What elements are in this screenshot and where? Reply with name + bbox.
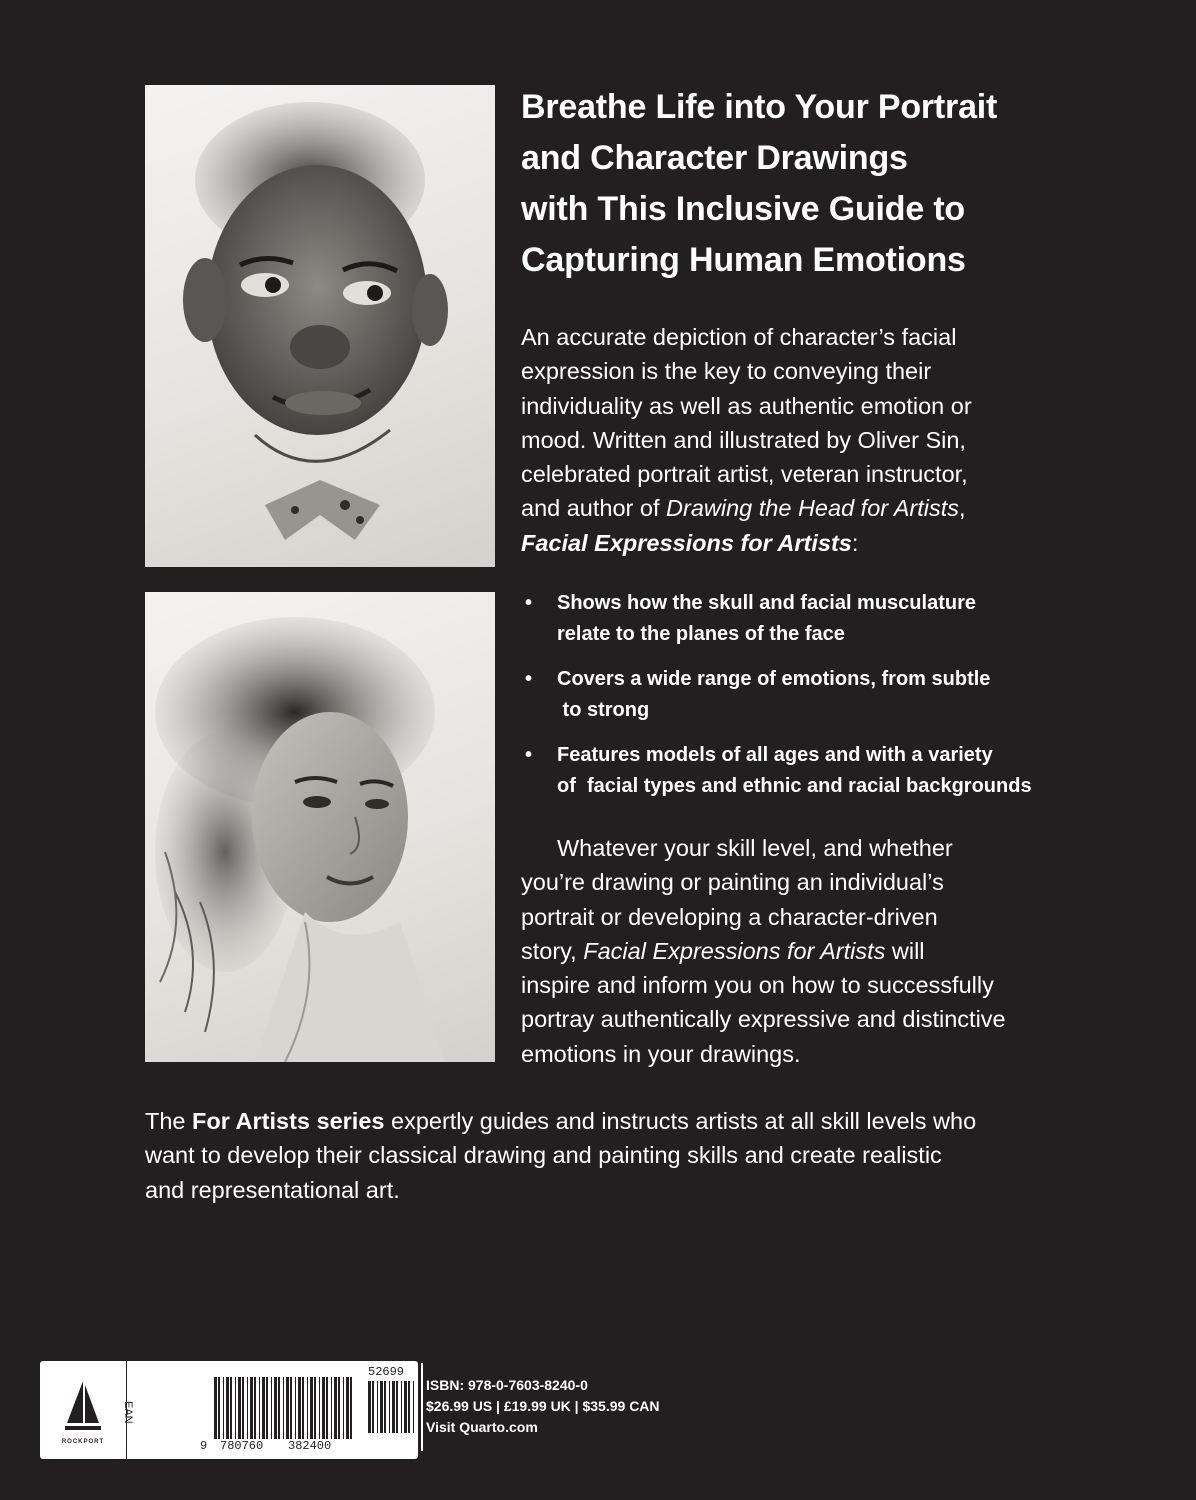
barcode-digits-right: 382400 — [288, 1439, 332, 1453]
barcode-bar — [389, 1381, 390, 1433]
website: Visit Quarto.com — [426, 1419, 538, 1435]
headline — [521, 82, 1081, 286]
barcode-bar — [380, 1381, 383, 1433]
barcode-bar — [408, 1381, 410, 1433]
barcode-bar — [262, 1377, 265, 1439]
barcode-bar — [259, 1377, 260, 1439]
feature-text: to strong — [557, 699, 650, 721]
outro-line: inspire and inform you on how to successfully — [521, 972, 994, 999]
barcode-bar — [254, 1377, 256, 1439]
barcode-bar — [266, 1377, 268, 1439]
intro-text: and author of — [521, 495, 667, 522]
barcode-bar — [338, 1377, 340, 1439]
series-paragraph — [145, 1104, 1085, 1207]
intro-line — [521, 491, 1081, 525]
outro-line: portrait or developing a character-driven — [521, 903, 938, 930]
outro-line: portray authentically expressive and distinctive — [521, 1006, 1006, 1033]
barcode-bar — [235, 1377, 236, 1439]
publisher-logo — [40, 1361, 127, 1459]
barcode-bar — [218, 1377, 220, 1439]
barcode-bar — [343, 1377, 344, 1439]
barcode-bar — [223, 1377, 224, 1439]
barcode-box — [40, 1361, 418, 1459]
book-title-drawing-the-head: Drawing the Head for Artists — [666, 495, 960, 522]
barcode-bar — [307, 1377, 308, 1439]
barcode-bar — [271, 1377, 272, 1439]
barcode-bar — [214, 1377, 217, 1439]
barcode-bar — [413, 1381, 414, 1433]
barcode-bar — [238, 1377, 241, 1439]
barcode-bar — [350, 1377, 352, 1439]
ean-barcode-bars — [214, 1377, 354, 1439]
barcode-bar — [283, 1377, 284, 1439]
ean-label: EAN — [122, 1401, 134, 1424]
publisher-name: ROCKPORT — [61, 1439, 105, 1445]
barcode-bar — [404, 1381, 407, 1433]
barcode-bar — [372, 1381, 374, 1433]
barcode-bar — [302, 1377, 304, 1439]
book-title-facial-expressions: Facial Expressions for Artists — [521, 529, 852, 556]
feature-text: Features models of all ages and with a variety — [557, 744, 993, 766]
headline-line: and Character Drawings — [521, 139, 908, 177]
price-barcode-bars — [368, 1381, 418, 1433]
barcode-bar — [314, 1377, 316, 1439]
barcode-bar — [295, 1377, 296, 1439]
series-line — [145, 1104, 1085, 1138]
barcode-bar — [310, 1377, 313, 1439]
barcode-bar — [274, 1377, 277, 1439]
barcode-bar — [242, 1377, 244, 1439]
intro-text: , — [959, 495, 966, 522]
barcode-bar — [331, 1377, 332, 1439]
outro-paragraph — [521, 831, 1081, 1071]
barcode-bar — [326, 1377, 328, 1439]
outro-text: will — [885, 937, 925, 964]
isbn-number: ISBN: 978-0-7603-8240-0 — [426, 1377, 588, 1393]
barcode-bar — [377, 1381, 378, 1433]
barcode-bar — [322, 1377, 325, 1439]
barcode-bar — [384, 1381, 386, 1433]
feature-list-item — [521, 588, 1101, 650]
bullet-icon: • — [525, 592, 533, 614]
outro-line: emotions in your drawings. — [521, 1040, 801, 1067]
divider — [421, 1363, 423, 1451]
barcode-bar — [401, 1381, 402, 1433]
intro-line: celebrated portrait artist, veteran instructor, — [521, 461, 968, 488]
barcode-bar — [250, 1377, 253, 1439]
barcode-bar — [230, 1377, 232, 1439]
outro-line: Whatever your skill level, and whether — [557, 835, 953, 861]
feature-list-item — [521, 740, 1101, 802]
isbn-block — [426, 1375, 660, 1438]
sailboat-icon — [65, 1379, 101, 1435]
barcode-bar — [226, 1377, 229, 1439]
price-code: 52699 — [368, 1365, 405, 1379]
barcode-bar — [290, 1377, 292, 1439]
intro-line: expression is the key to conveying their — [521, 358, 932, 385]
feature-text: Shows how the skull and facial musculature — [557, 592, 976, 614]
series-line: and representational art. — [145, 1176, 400, 1203]
barcode-bar — [346, 1377, 349, 1439]
barcode-digit: 9 — [200, 1439, 208, 1453]
barcode-bar — [298, 1377, 301, 1439]
headline-line: Breathe Life into Your Portrait — [521, 88, 998, 126]
headline-line: with This Inclusive Guide to — [521, 190, 966, 228]
price-list: $26.99 US | £19.99 UK | $35.99 CAN — [426, 1398, 660, 1414]
barcode-bar — [286, 1377, 289, 1439]
feature-list — [521, 588, 1101, 816]
portrait-woman-image — [145, 592, 495, 1062]
barcode-bar — [278, 1377, 280, 1439]
intro-line: An accurate depiction of character’s facial — [521, 324, 957, 350]
intro-line: individuality as well as authentic emotion or — [521, 392, 972, 419]
outro-line — [521, 934, 1081, 968]
outro-text: story, — [521, 937, 584, 964]
bullet-icon: • — [525, 668, 533, 690]
bullet-icon: • — [525, 744, 533, 766]
series-name: For Artists series — [192, 1108, 385, 1134]
outro-line: you’re drawing or painting an individual’s — [521, 869, 944, 896]
barcode-digits-left: 780760 — [220, 1439, 264, 1453]
headline-line: Capturing Human Emotions — [521, 241, 966, 279]
series-text: expertly guides and instructs artists at all skill levels who — [384, 1108, 977, 1134]
intro-paragraph — [521, 320, 1081, 560]
barcode-bar — [392, 1381, 395, 1433]
barcode-bar — [334, 1377, 337, 1439]
intro-text: : — [851, 529, 859, 556]
barcode-bar — [247, 1377, 248, 1439]
book-title-facial-expressions: Facial Expressions for Artists — [583, 937, 886, 964]
feature-text: relate to the planes of the face — [557, 623, 845, 645]
intro-line — [521, 526, 1081, 560]
feature-text: of facial types and ethnic and racial backgrounds — [557, 775, 1032, 797]
barcode-bar — [319, 1377, 320, 1439]
barcode-bar — [368, 1381, 371, 1433]
barcode-bar — [396, 1381, 398, 1433]
barcode — [122, 1361, 418, 1459]
feature-text: Covers a wide range of emotions, from subtle — [557, 668, 991, 690]
series-line: want to develop their classical drawing and painting skills and create realistic — [145, 1142, 942, 1169]
portrait-young-man-image — [145, 85, 495, 567]
feature-list-item — [521, 664, 1101, 726]
intro-line: mood. Written and illustrated by Oliver Sin, — [521, 426, 966, 453]
series-text: The — [145, 1108, 193, 1134]
